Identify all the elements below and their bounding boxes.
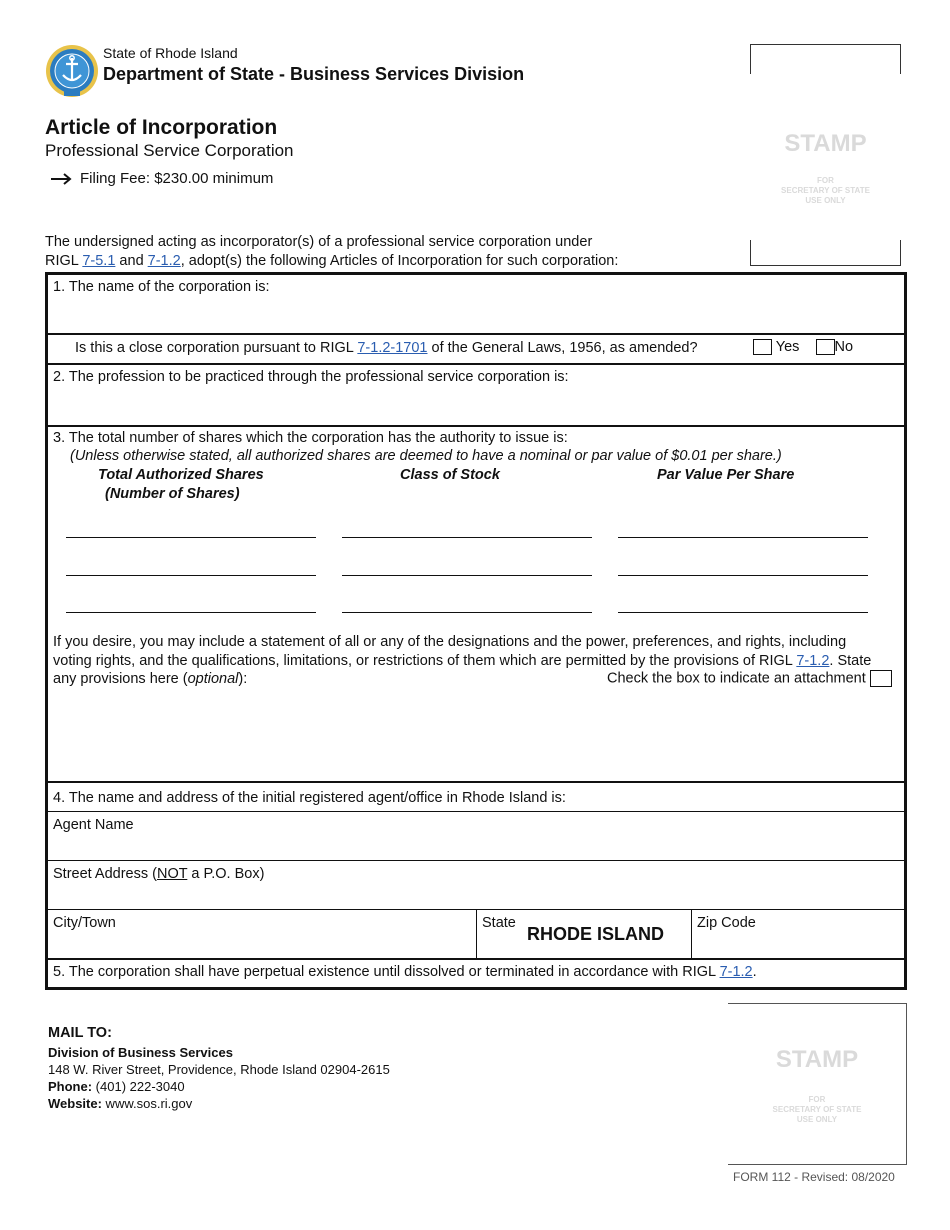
filing-fee-text: Filing Fee: $230.00 minimum: [80, 170, 274, 187]
city-label: City/Town: [53, 915, 116, 931]
par-input-2[interactable]: [618, 575, 868, 576]
divider: [48, 958, 904, 960]
mail-to-block: [48, 1025, 390, 1112]
header-state: State of Rhode Island: [103, 45, 238, 61]
section-1-label: 1. The name of the corporation is:: [53, 279, 270, 295]
stamp-note-1: FOR: [817, 176, 834, 185]
rigl-link-7-1-2-provisions[interactable]: 7-1.2: [796, 652, 830, 669]
class-input-3[interactable]: [342, 612, 592, 613]
class-input-2[interactable]: [342, 575, 592, 576]
stamp-area-top: [750, 44, 901, 266]
rigl-link-7-5-1[interactable]: 7-5.1: [82, 253, 116, 269]
shares-input-3[interactable]: [66, 612, 316, 613]
city-field[interactable]: [48, 927, 476, 957]
intro-line-1: The undersigned acting as incorporator(s) of a professional service corporation under: [45, 234, 593, 250]
incorporation-form: [45, 272, 907, 990]
page-title: Article of Incorporation: [45, 116, 278, 139]
shares-input-2[interactable]: [66, 575, 316, 576]
stamp-frame-top: [750, 44, 901, 74]
stamp-note-bottom-1: FOR: [808, 1095, 826, 1104]
zip-field[interactable]: [691, 927, 904, 957]
page-subtitle: Professional Service Corporation: [45, 141, 294, 160]
provisions-statement: If you desire, you may include a statement of all or any of the designations and the power, preferences, and rights, including voting rights, and the qualifications, limitations, or restrictions of them which are permitted by the provisions of RIGL 7-1.2. State any provisions here (optional):: [53, 634, 872, 687]
close-corp-options: [753, 339, 853, 355]
divider: [48, 425, 904, 427]
header-department: Department of State - Business Services Division: [103, 64, 525, 84]
stamp-note-2: SECRETARY OF STATE: [781, 186, 870, 195]
agent-name-field[interactable]: [48, 835, 904, 859]
mail-org: Division of Business Services: [48, 1045, 233, 1060]
no-checkbox[interactable]: [816, 339, 835, 355]
stamp-label-bottom: STAMP: [775, 1046, 859, 1073]
intro-line-2: RIGL 7-5.1 and 7-1.2, adopt(s) the following Articles of Incorporation for such corporation:: [45, 253, 619, 269]
stamp-frame-bottom: [750, 240, 901, 266]
col-number-of-shares: (Number of Shares): [105, 486, 240, 502]
yes-label: Yes: [775, 339, 800, 355]
class-input-1[interactable]: [342, 537, 592, 538]
yes-checkbox[interactable]: [753, 339, 772, 355]
stamp-note-bottom-2: SECRETARY OF STATE: [772, 1105, 862, 1114]
par-input-1[interactable]: [618, 537, 868, 538]
stamp-label: STAMP: [784, 130, 867, 157]
state-label: State: [482, 915, 516, 931]
rigl-link-7-1-2-existence[interactable]: 7-1.2: [719, 964, 753, 980]
rigl-link-7-1-2[interactable]: 7-1.2: [147, 253, 181, 269]
provisions-field[interactable]: [48, 691, 904, 779]
close-corporation-question: Is this a close corporation pursuant to RIGL 7-1.2-1701 of the General Laws, 1956, as amended?: [75, 340, 698, 356]
col-par-value: Par Value Per Share: [657, 467, 795, 483]
section-4-label: 4. The name and address of the initial registered agent/office in Rhode Island is:: [53, 790, 566, 806]
rigl-link-7-1-2-1701[interactable]: 7-1.2-1701: [357, 340, 428, 356]
filing-fee: [50, 170, 273, 187]
col-total-shares: Total Authorized Shares: [98, 467, 264, 483]
form-number: FORM 112 - Revised: 08/2020: [733, 1170, 895, 1184]
corporation-name-field[interactable]: [48, 297, 904, 333]
zip-label: Zip Code: [697, 915, 756, 931]
mail-website: Website: www.sos.ri.gov: [48, 1096, 193, 1111]
no-label: No: [834, 339, 854, 355]
mail-heading: MAIL TO:: [48, 1025, 112, 1041]
divider: [48, 811, 904, 812]
divider: [48, 781, 904, 783]
mail-phone: Phone: (401) 222-3040: [48, 1079, 185, 1094]
section-3-label: 3. The total number of shares which the corporation has the authority to issue is:: [53, 430, 568, 446]
col-class-of-stock: Class of Stock: [400, 467, 500, 483]
stamp-note-bottom-3: USE ONLY: [796, 1115, 838, 1124]
attachment-option: [607, 670, 892, 687]
state-value: RHODE ISLAND: [527, 924, 665, 944]
par-input-3[interactable]: [618, 612, 868, 613]
section-2-label: 2. The profession to be practiced through the professional service corporation is:: [53, 369, 569, 385]
agent-name-label: Agent Name: [53, 817, 134, 833]
attachment-checkbox[interactable]: [870, 670, 892, 687]
divider: [476, 909, 477, 958]
stamp-area-bottom: [728, 1003, 907, 1165]
attachment-label: Check the box to indicate an attachment: [607, 670, 866, 687]
divider: [48, 860, 904, 861]
section-5-text: 5. The corporation shall have perpetual existence until dissolved or terminated in accordance with RIGL 7-1.2.: [53, 964, 757, 980]
street-address-label: Street Address (NOT a P.O. Box): [53, 866, 265, 882]
profession-field[interactable]: [48, 387, 904, 423]
mail-address: 148 W. River Street, Providence, Rhode Island 02904-2615: [48, 1062, 390, 1077]
intro-text: [45, 233, 745, 271]
stamp-note-3: USE ONLY: [805, 196, 846, 205]
rhode-island-seal-icon: [45, 44, 99, 98]
shares-input-1[interactable]: [66, 537, 316, 538]
street-address-field[interactable]: [48, 884, 904, 908]
section-3-note: (Unless otherwise stated, all authorized shares are deemed to have a nominal or par value of $0.01 per share.): [70, 448, 782, 464]
arrow-right-icon: [50, 173, 72, 185]
divider: [48, 333, 904, 335]
divider: [48, 363, 904, 365]
